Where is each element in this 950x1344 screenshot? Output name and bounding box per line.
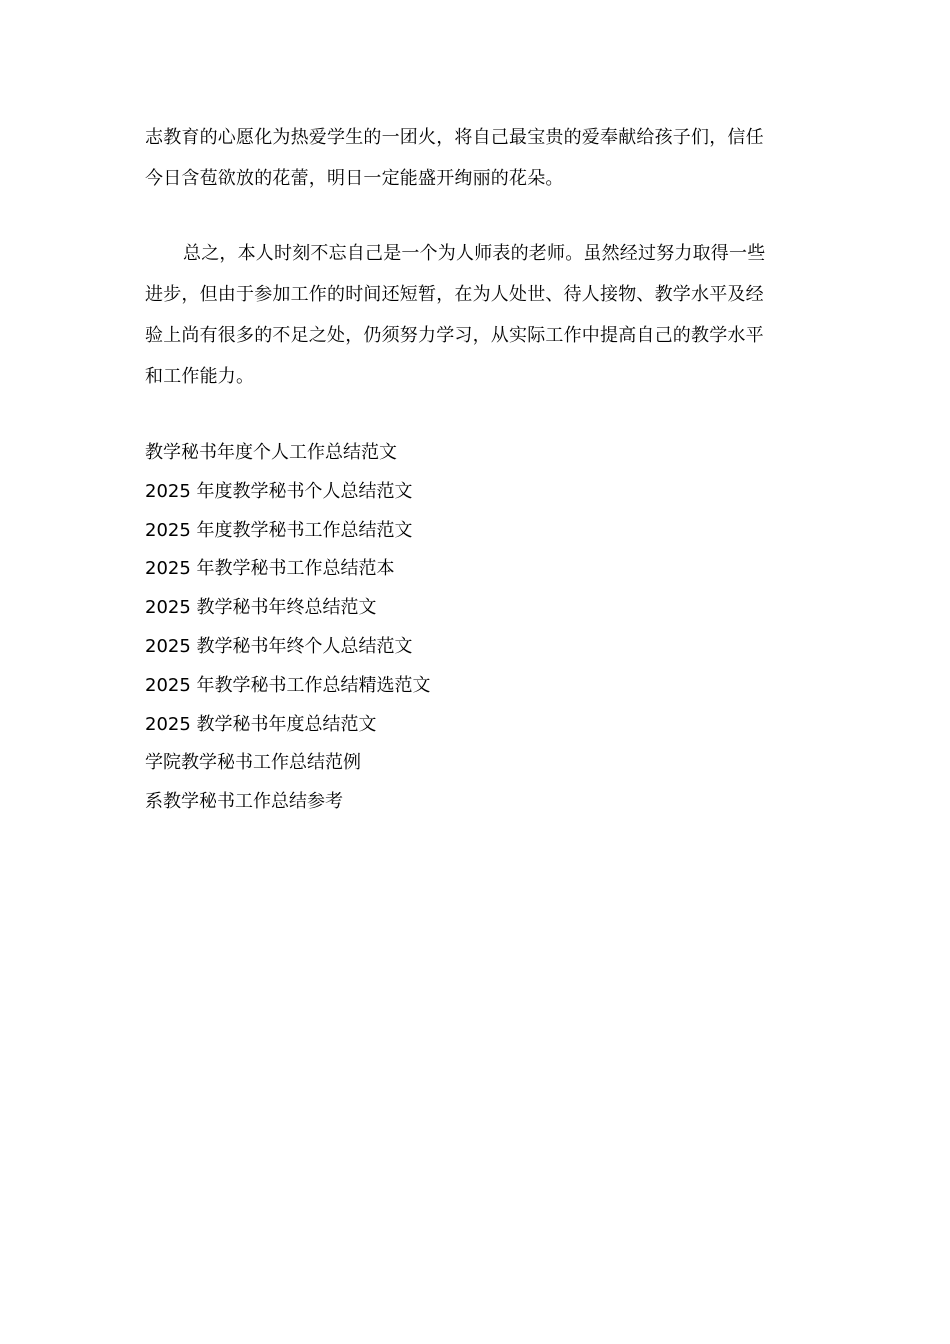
related-link[interactable]: 教学秘书年度个人工作总结范文 bbox=[145, 442, 397, 463]
paragraph-line: 和工作能力。 bbox=[145, 366, 255, 387]
related-link[interactable]: 2025 年教学秘书工作总结范本 bbox=[145, 558, 395, 580]
related-link[interactable]: 2025 年度教学秘书工作总结范文 bbox=[145, 519, 413, 541]
related-link[interactable]: 系教学秘书工作总结参考 bbox=[145, 791, 343, 813]
related-links-list bbox=[145, 434, 845, 822]
paragraph-line: 验上尚有很多的不足之处，仍须努力学习，从实际工作中提高自己的教学水平 bbox=[145, 325, 764, 346]
related-link[interactable]: 2025 教学秘书年终个人总结范文 bbox=[145, 635, 413, 657]
paragraph-line: 进步，但由于参加工作的时间还短暂，在为人处世、待人接物、教学水平及经 bbox=[145, 284, 764, 305]
paragraph-conclusion bbox=[145, 233, 800, 397]
paragraph-line: 志教育的心愿化为热爱学生的一团火，将自己最宝贵的爱奉献给孩子们，信任 bbox=[145, 127, 764, 148]
related-link[interactable]: 2025 年度教学秘书个人总结范文 bbox=[145, 480, 413, 502]
related-link[interactable]: 学院教学秘书工作总结范例 bbox=[145, 752, 361, 774]
paragraph-continuation bbox=[145, 117, 800, 199]
paragraph-line: 总之，本人时刻不忘自己是一个为人师表的老师。虽然经过努力取得一些 bbox=[183, 243, 766, 264]
related-link[interactable]: 2025 教学秘书年终总结范文 bbox=[145, 597, 377, 619]
related-link[interactable]: 2025 年教学秘书工作总结精选范文 bbox=[145, 674, 431, 696]
related-link[interactable]: 2025 教学秘书年度总结范文 bbox=[145, 713, 377, 735]
paragraph-line: 今日含苞欲放的花蕾，明日一定能盛开绚丽的花朵。 bbox=[145, 168, 564, 189]
